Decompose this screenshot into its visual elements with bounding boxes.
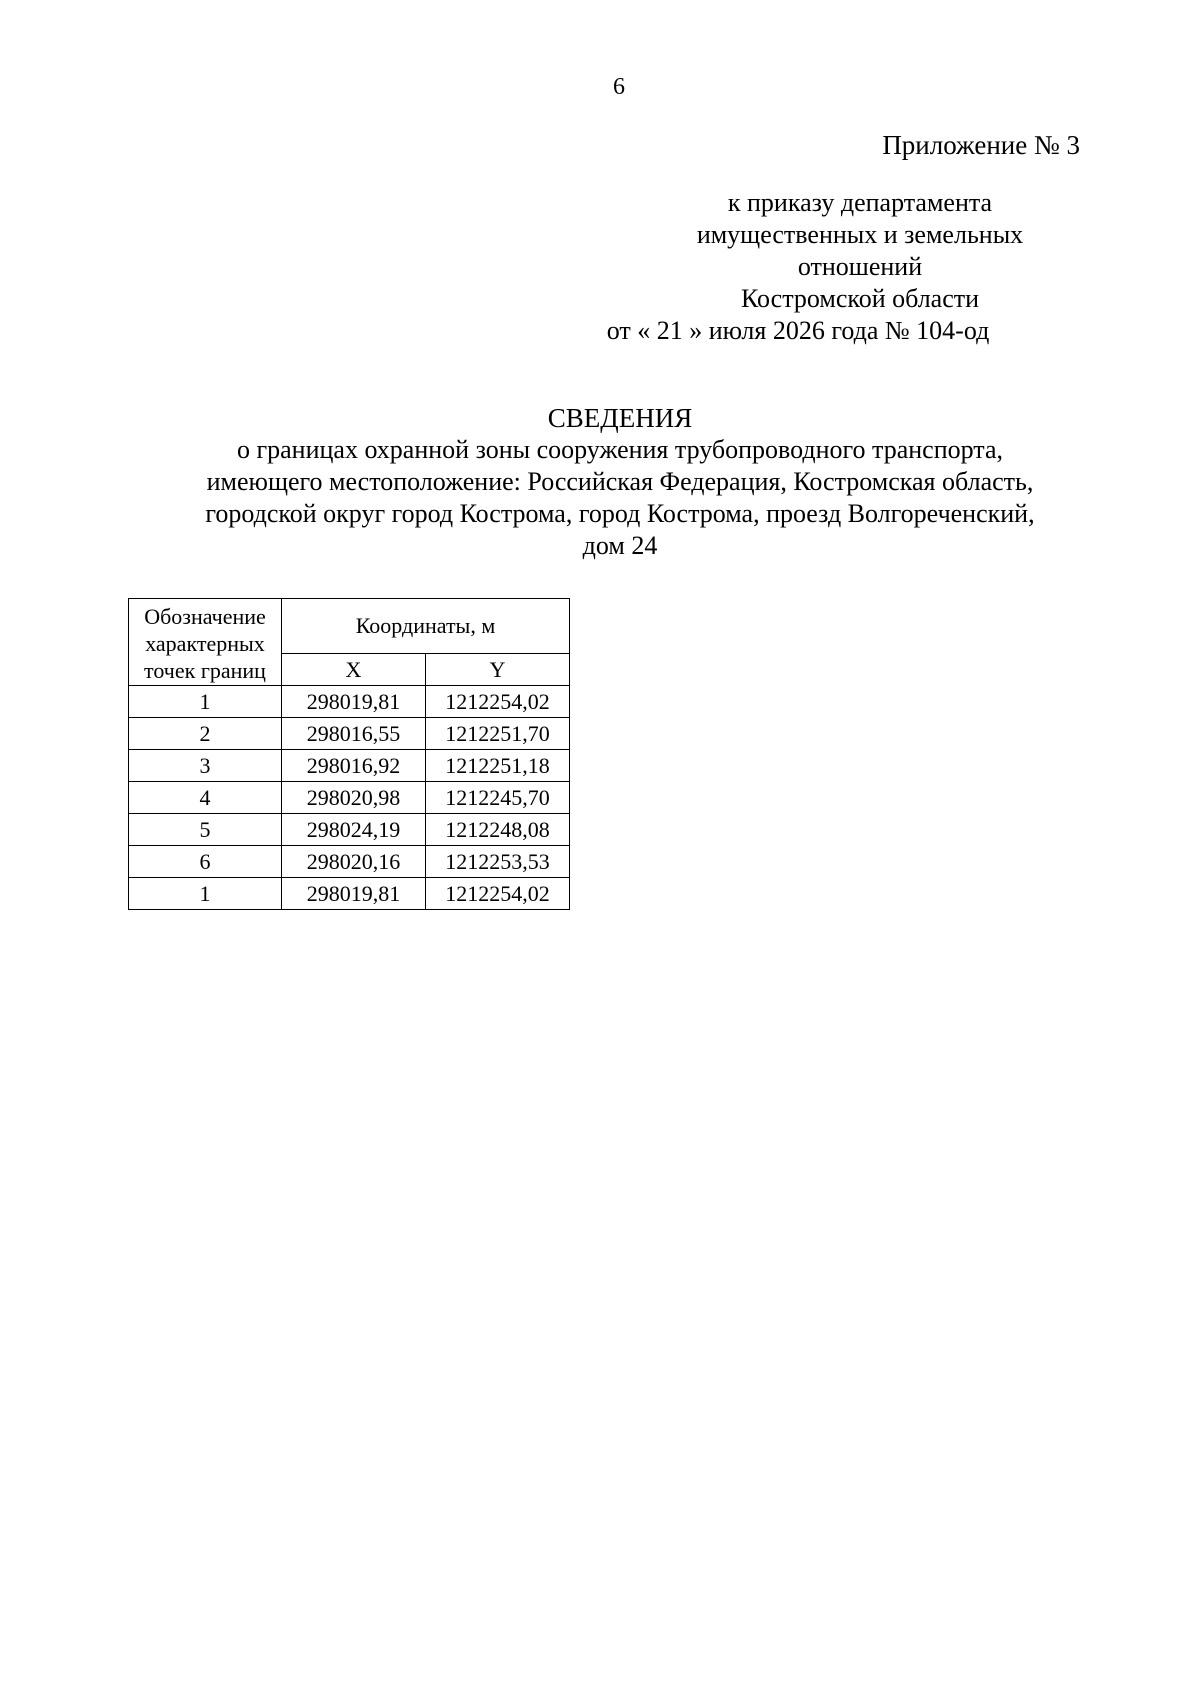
document-title: СВЕДЕНИЯ	[547, 403, 693, 433]
coordinates-table-body	[129, 686, 570, 910]
table-row	[129, 782, 570, 814]
order-date-line: от « 21 » июля 2026 года № 104-од	[606, 316, 990, 345]
heading-line: имеющего местоположение: Российская Федерация, Костромская область,	[206, 467, 1034, 496]
cell-x: 298019,81	[282, 686, 426, 718]
page-number: 6	[613, 74, 625, 100]
order-line: Костромской области	[740, 284, 980, 313]
cell-y: 1212251,70	[426, 718, 570, 750]
header-point-line: характерных	[145, 631, 265, 656]
header-x: X	[282, 654, 426, 686]
cell-x: 298020,98	[282, 782, 426, 814]
cell-x: 298016,92	[282, 750, 426, 782]
cell-point: 6	[129, 846, 282, 878]
cell-x: 298019,81	[282, 878, 426, 910]
document-heading	[130, 402, 1110, 562]
cell-y: 1212251,18	[426, 750, 570, 782]
cell-point: 3	[129, 750, 282, 782]
heading-line: городской округ город Кострома, город Кострома, проезд Волгореченский,	[205, 499, 1035, 528]
cell-y: 1212254,02	[426, 686, 570, 718]
header-point-line: Обозначение	[144, 604, 266, 629]
cell-point: 1	[129, 686, 282, 718]
cell-point: 1	[129, 878, 282, 910]
table-row	[129, 686, 570, 718]
cell-point: 2	[129, 718, 282, 750]
cell-point: 5	[129, 814, 282, 846]
cell-y: 1212248,08	[426, 814, 570, 846]
header-point-designation	[129, 599, 282, 686]
table-row	[129, 878, 570, 910]
coordinates-table	[128, 598, 570, 910]
heading-line: дом 24	[582, 531, 658, 560]
cell-x: 298020,16	[282, 846, 426, 878]
cell-x: 298016,55	[282, 718, 426, 750]
cell-y: 1212254,02	[426, 878, 570, 910]
table-row	[129, 750, 570, 782]
table-row	[129, 718, 570, 750]
cell-y: 1212253,53	[426, 846, 570, 878]
table-row	[129, 814, 570, 846]
cell-x: 298024,19	[282, 814, 426, 846]
appendix-title: Приложение № 3	[882, 130, 1080, 160]
order-reference	[606, 187, 1100, 347]
order-line: к приказу департамента	[727, 188, 993, 217]
order-line: отношений	[797, 252, 923, 281]
cell-point: 4	[129, 782, 282, 814]
table-row	[129, 846, 570, 878]
header-point-line: точек границ	[144, 658, 266, 683]
header-coordinates: Координаты, м	[282, 599, 570, 654]
heading-line: о границах охранной зоны сооружения трубопроводного транспорта,	[236, 435, 1004, 464]
cell-y: 1212245,70	[426, 782, 570, 814]
order-line: имущественных и земельных	[696, 220, 1024, 249]
header-y: Y	[426, 654, 570, 686]
